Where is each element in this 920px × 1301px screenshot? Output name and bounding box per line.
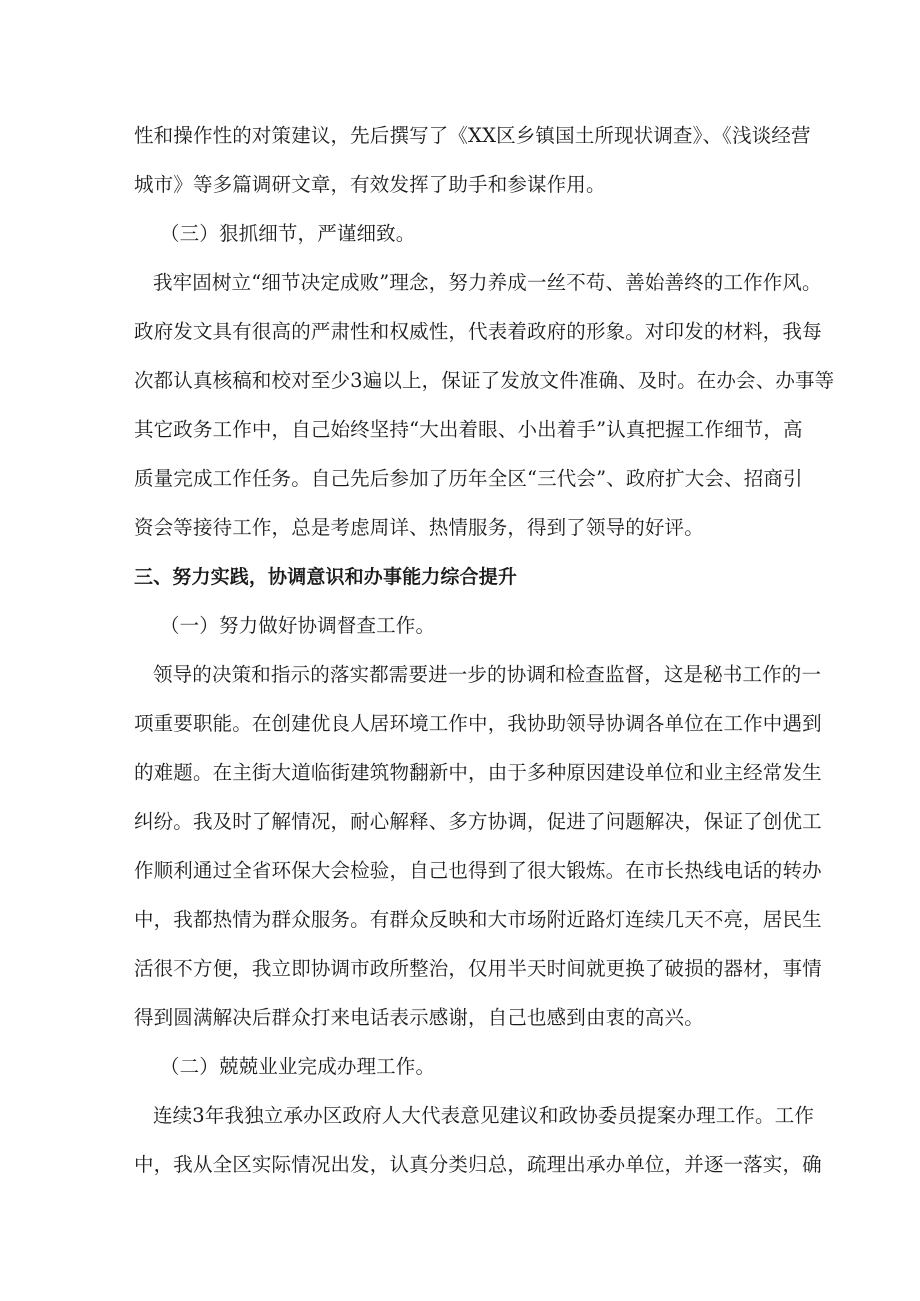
body-line: 项重要职能。在创建优良人居环境工作中，我协助领导协调各单位在工作中遇到: [134, 712, 822, 735]
body-line: 的难题。在主街大道临街建筑物翻新中，由于多种原因建设单位和业主经常发生: [134, 761, 822, 784]
body-line: 活很不方便，我立即协调市政所整治，仅用半天时间就更换了破损的器材，事情: [134, 957, 822, 980]
body-line: 其它政务工作中，自己始终坚持“大出着眼、小出着手”认真把握工作细节，高: [134, 418, 803, 441]
body-line: 得到圆满解决后群众打来电话表示感谢，自己也感到由衷的高兴。: [134, 1006, 704, 1029]
body-line: 性和操作性的对策建议，先后撰写了《XX区乡镇国土所现状调查》、《浅谈经营: [134, 124, 811, 147]
body-line: 资会等接待工作，总是考虑周详、热情服务，得到了领导的好评。: [134, 516, 704, 539]
body-line: 城市》等多篇调研文章，有效发挥了助手和参谋作用。: [134, 173, 606, 196]
subheading-2: （二）兢兢业业完成办理工作。: [160, 1055, 436, 1078]
body-line: 领导的决策和指示的落实都需要进一步的协调和检查监督，这是秘书工作的一: [153, 663, 822, 686]
body-line: 连续3年我独立承办区政府人大代表意见建议和政协委员提案办理工作。工作: [153, 1104, 815, 1127]
body-line: 中，我都热情为群众服务。有群众反映和大市场附近路灯连续几天不亮，居民生: [134, 908, 822, 931]
subheading-1: （一）努力做好协调督查工作。: [160, 614, 436, 637]
section-heading: 三、努力实践，协调意识和办事能力综合提升: [134, 566, 518, 588]
body-line: 次都认真核稿和校对至少3遍以上，保证了发放文件准确、及时。在办会、办事等: [134, 369, 835, 392]
body-line: 政府发文具有很高的严肃性和权威性，代表着政府的形象。对印发的材料，我每: [134, 320, 822, 343]
body-line: 作顺利通过全省环保大会检验，自己也得到了很大锻炼。在市长热线电话的转办: [134, 859, 822, 882]
body-line: 质量完成工作任务。自己先后参加了历年全区“三代会”、政府扩大会、招商引: [134, 467, 803, 490]
body-line: 纠纷。我及时了解情况，耐心解释、多方协调，促进了问题解决，保证了创优工: [134, 810, 822, 833]
body-line: 我牢固树立“细节决定成败”理念，努力养成一丝不苟、善始善终的工作作风。: [153, 271, 822, 294]
body-line: 中，我从全区实际情况出发，认真分类归总，疏理出承办单位，并逐一落实，确: [134, 1153, 822, 1176]
subheading-3: （三）狠抓细节，严谨细致。: [160, 222, 416, 245]
